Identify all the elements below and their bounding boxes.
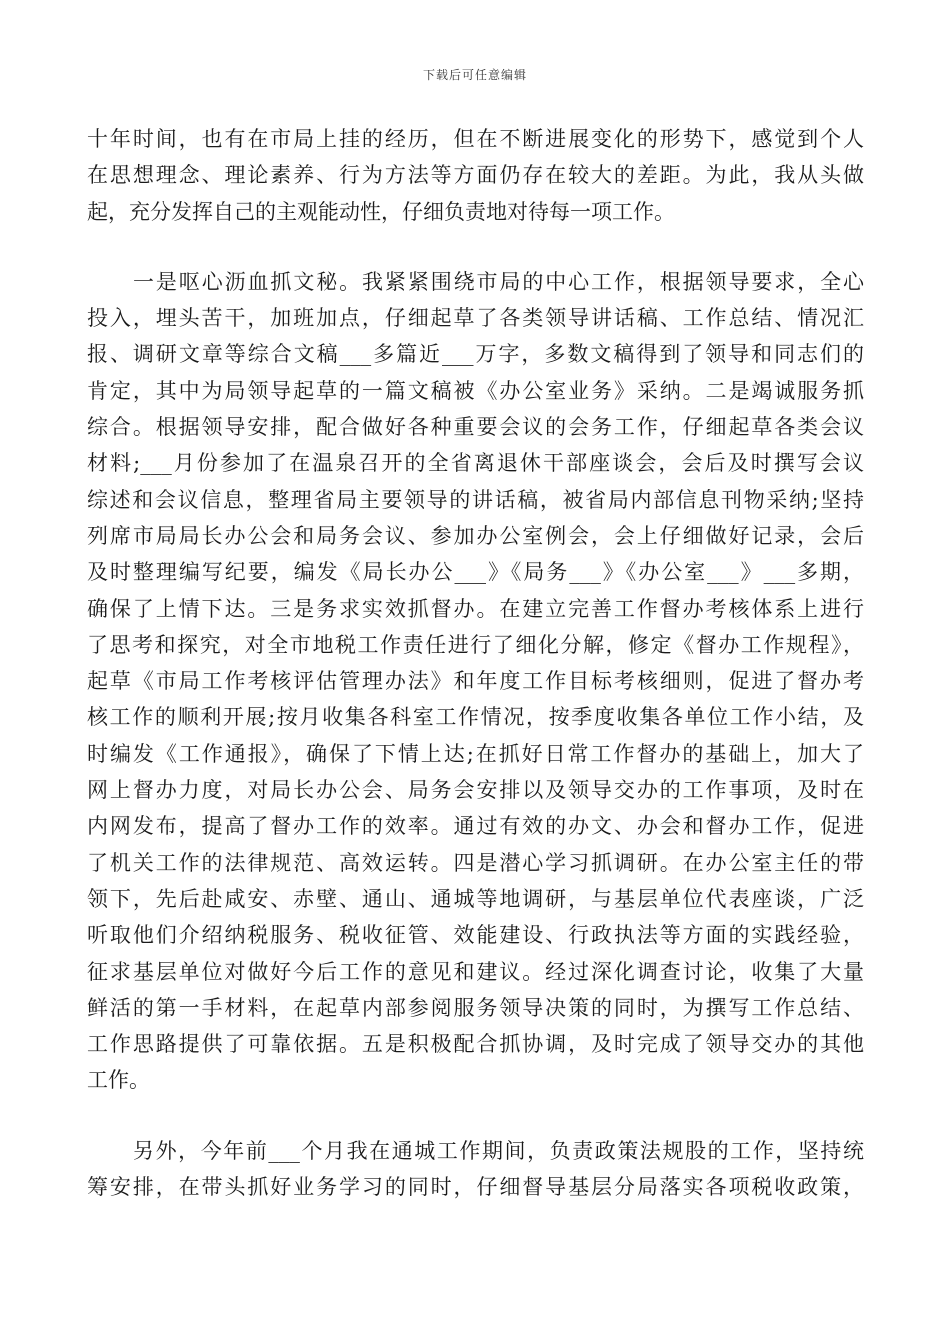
text-line: 确保了上情下达。三是务求实效抓督办。在建立完善工作督办考核体系上进行: [87, 596, 864, 621]
text-line: 网上督办力度，对局长办公会、局务会安排以及领导交办的工作事项，及时在: [87, 778, 864, 803]
text-line: 材料;___月份参加了在温泉召开的全省离退休干部座谈会，会后及时撰写会议: [87, 451, 864, 476]
text-line: 核工作的顺利开展;按月收集各科室工作情况，按季度收集各单位工作小结，及: [87, 705, 864, 730]
text-line: 听取他们介绍纳税服务、税收征管、效能建设、行政执法等方面的实践经验，: [87, 923, 864, 948]
text-line: 另外，今年前___个月我在通城工作期间，负责政策法规股的工作，坚持统: [133, 1138, 864, 1163]
text-line: 投入，埋头苦干，加班加点，仔细起草了各类领导讲话稿、工作总结、情况汇: [87, 306, 864, 331]
text-line: 了机关工作的法律规范、高效运转。四是潜心学习抓调研。在办公室主任的带: [87, 850, 864, 875]
text-line: 时编发《工作通报》，确保了下情上达;在抓好日常工作督办的基础上，加大了: [87, 741, 864, 766]
text-line: 报、调研文章等综合文稿___多篇近___万字，多数文稿得到了领导和同志们的: [87, 342, 864, 367]
text-line: 工作思路提供了可靠依据。五是积极配合抓协调，及时完成了领导交办的其他: [87, 1032, 864, 1057]
paragraph-3: [87, 1133, 864, 1206]
text-line: 征求基层单位对做好今后工作的意见和建议。经过深化调查讨论，收集了大量: [87, 959, 864, 984]
paragraph-1: [87, 121, 864, 230]
text-line: 在思想理念、理论素养、行为方法等方面仍存在较大的差距。为此，我从头做: [87, 163, 864, 188]
text-line: 十年时间，也有在市局上挂的经历，但在不断进展变化的形势下，感觉到个人: [87, 127, 864, 151]
text-line: 内网发布，提高了督办工作的效率。通过有效的办文、办会和督办工作，促进: [87, 814, 864, 839]
document-body: [87, 121, 864, 1205]
text-line: 筹安排，在带头抓好业务学习的同时，仔细督导基层分局落实各项税收政策，: [87, 1175, 864, 1200]
text-line: 鲜活的第一手材料，在起草内部参阅服务领导决策的同时，为撰写工作总结、: [87, 995, 864, 1020]
text-line: 领下，先后赴咸安、赤壁、通山、通城等地调研，与基层单位代表座谈，广泛: [87, 886, 864, 911]
text-line: 起，充分发挥自己的主观能动性，仔细负责地对待每一项工作。: [87, 199, 675, 224]
text-line: 肯定，其中为局领导起草的一篇文稿被《办公室业务》采纳。二是竭诚服务抓: [87, 378, 864, 403]
text-line: 列席市局局长办公会和局务会议、参加办公室例会，会上仔细做好记录，会后: [87, 523, 864, 548]
page-header: 下载后可任意编辑: [422, 68, 527, 82]
text-line: 起草《市局工作考核评估管理办法》和年度工作目标考核细则，促进了督办考: [87, 669, 864, 694]
text-line: 了思考和探究，对全市地税工作责任进行了细化分解，修定《督办工作规程》，: [87, 632, 864, 657]
text-line: 综述和会议信息，整理省局主要领导的讲话稿，被省局内部信息刊物采纳;坚持: [87, 487, 864, 512]
text-line: 一是呕心沥血抓文秘。我紧紧围绕市局的中心工作，根据领导要求，全心: [133, 269, 864, 294]
text-line: 及时整理编写纪要，编发《局长办公___》《局务___》《办公室___》___多期，: [87, 560, 864, 585]
paragraph-2: [87, 264, 864, 1099]
text-line: 工作。: [87, 1068, 150, 1093]
text-line: 综合。根据领导安排，配合做好各种重要会议的会务工作，仔细起草各类会议: [87, 415, 864, 440]
